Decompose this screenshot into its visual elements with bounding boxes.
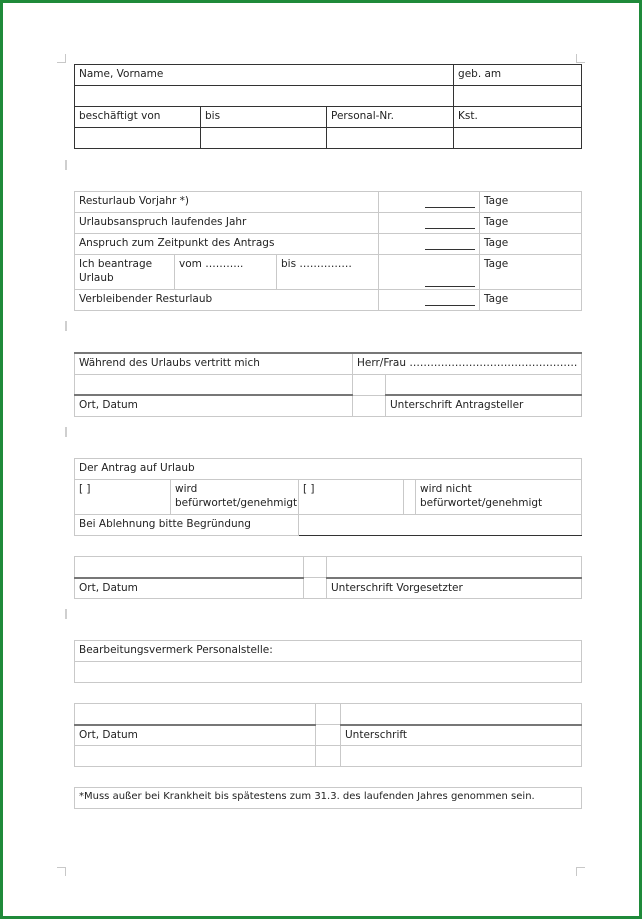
request-label: Ich beantrage Urlaub: [75, 255, 175, 290]
not-approved-label: wird nicht befürwortet/genehmigt: [416, 480, 582, 515]
blank-cell: [75, 746, 316, 767]
supervisor-signature-label: Unterschrift Vorgesetzter: [327, 578, 582, 599]
hr-note-label: Bearbeitungsvermerk Personalstelle:: [75, 641, 582, 662]
table-row: [75, 192, 582, 213]
name-label: Name, Vorname: [75, 65, 454, 86]
spacer-cell: [304, 578, 327, 599]
days-field[interactable]: [379, 213, 480, 234]
corner-mark: [576, 54, 585, 63]
hr-note-table: [74, 640, 582, 683]
supervisor-signature-field[interactable]: [327, 557, 582, 578]
final-place-date-field[interactable]: [75, 704, 316, 725]
table-row: [75, 255, 582, 290]
spacer-cell: [316, 704, 341, 725]
corner-mark: [57, 54, 66, 63]
hr-note-field[interactable]: [75, 662, 582, 683]
reason-field[interactable]: [299, 515, 582, 536]
paragraph-mark: [65, 321, 67, 331]
remaining-label: Verbleibender Resturlaub: [75, 290, 379, 311]
place-date-label: Ort, Datum: [75, 578, 304, 599]
table-row: [75, 234, 582, 255]
name-field[interactable]: [75, 86, 454, 107]
employed-to-label: bis: [201, 107, 327, 128]
substitute-name-field[interactable]: Herr/Frau …………………………………………: [353, 353, 582, 374]
applicant-signature-label: Unterschrift Antragsteller: [386, 395, 582, 416]
dob-field[interactable]: [454, 86, 582, 107]
spacer-cell: [353, 395, 386, 416]
reason-label: Bei Ablehnung bitte Begründung: [75, 515, 299, 536]
dob-label: geb. am: [454, 65, 582, 86]
approved-checkbox[interactable]: [ ]: [75, 480, 171, 515]
paragraph-mark: [65, 609, 67, 619]
paragraph-mark: [65, 160, 67, 170]
days-field[interactable]: [379, 192, 480, 213]
days-field[interactable]: [379, 234, 480, 255]
leave-table: [74, 191, 582, 311]
employed-from-field[interactable]: [75, 128, 201, 149]
corner-mark: [57, 867, 66, 876]
request-days-field[interactable]: [379, 255, 480, 290]
leave-row-label: Anspruch zum Zeitpunkt des Antrags: [75, 234, 379, 255]
final-signature-field[interactable]: [341, 704, 582, 725]
substitute-label: Während des Urlaubs vertritt mich: [75, 353, 353, 374]
personnel-no-label: Personal-Nr.: [327, 107, 454, 128]
final-signature-table: [74, 703, 582, 767]
signature-field[interactable]: [386, 374, 582, 395]
table-row: [75, 213, 582, 234]
leave-row-label: Resturlaub Vorjahr *): [75, 192, 379, 213]
decision-table: [74, 458, 582, 536]
place-date-label: Ort, Datum: [75, 395, 353, 416]
request-days-unit: Tage: [480, 255, 582, 290]
corner-mark: [576, 867, 585, 876]
cost-center-field[interactable]: [454, 128, 582, 149]
decision-title: Der Antrag auf Urlaub: [75, 459, 582, 480]
not-approved-checkbox[interactable]: [ ]: [299, 480, 404, 515]
place-date-field[interactable]: [75, 374, 353, 395]
supervisor-table: [74, 556, 582, 599]
days-unit: Tage: [480, 234, 582, 255]
final-signature-label: Unterschrift: [341, 725, 582, 746]
spacer-cell: [404, 480, 416, 515]
leave-row-label: Urlaubsanspruch laufendes Jahr: [75, 213, 379, 234]
footnote-text: *Muss außer bei Krankheit bis spätestens zum 31.3. des laufenden Jahres genommen sein.: [75, 788, 582, 809]
blank-cell: [341, 746, 582, 767]
spacer-cell: [316, 746, 341, 767]
request-from-field[interactable]: vom ………..: [175, 255, 277, 290]
remaining-days-unit: Tage: [480, 290, 582, 311]
personnel-no-field[interactable]: [327, 128, 454, 149]
employed-to-field[interactable]: [201, 128, 327, 149]
request-until-field[interactable]: bis ……………: [277, 255, 379, 290]
personal-data-table: [74, 64, 582, 149]
supervisor-place-date-field[interactable]: [75, 557, 304, 578]
spacer-cell: [353, 374, 386, 395]
substitute-table: [74, 352, 582, 417]
place-date-label: Ort, Datum: [75, 725, 316, 746]
days-unit: Tage: [480, 192, 582, 213]
days-unit: Tage: [480, 213, 582, 234]
paragraph-mark: [65, 427, 67, 437]
spacer-cell: [316, 725, 341, 746]
spacer-cell: [304, 557, 327, 578]
table-row: [75, 290, 582, 311]
footnote-table: [74, 787, 582, 809]
remaining-days-field[interactable]: [379, 290, 480, 311]
cost-center-label: Kst.: [454, 107, 582, 128]
approved-label: wird befürwortet/genehmigt: [171, 480, 299, 515]
employed-from-label: beschäftigt von: [75, 107, 201, 128]
